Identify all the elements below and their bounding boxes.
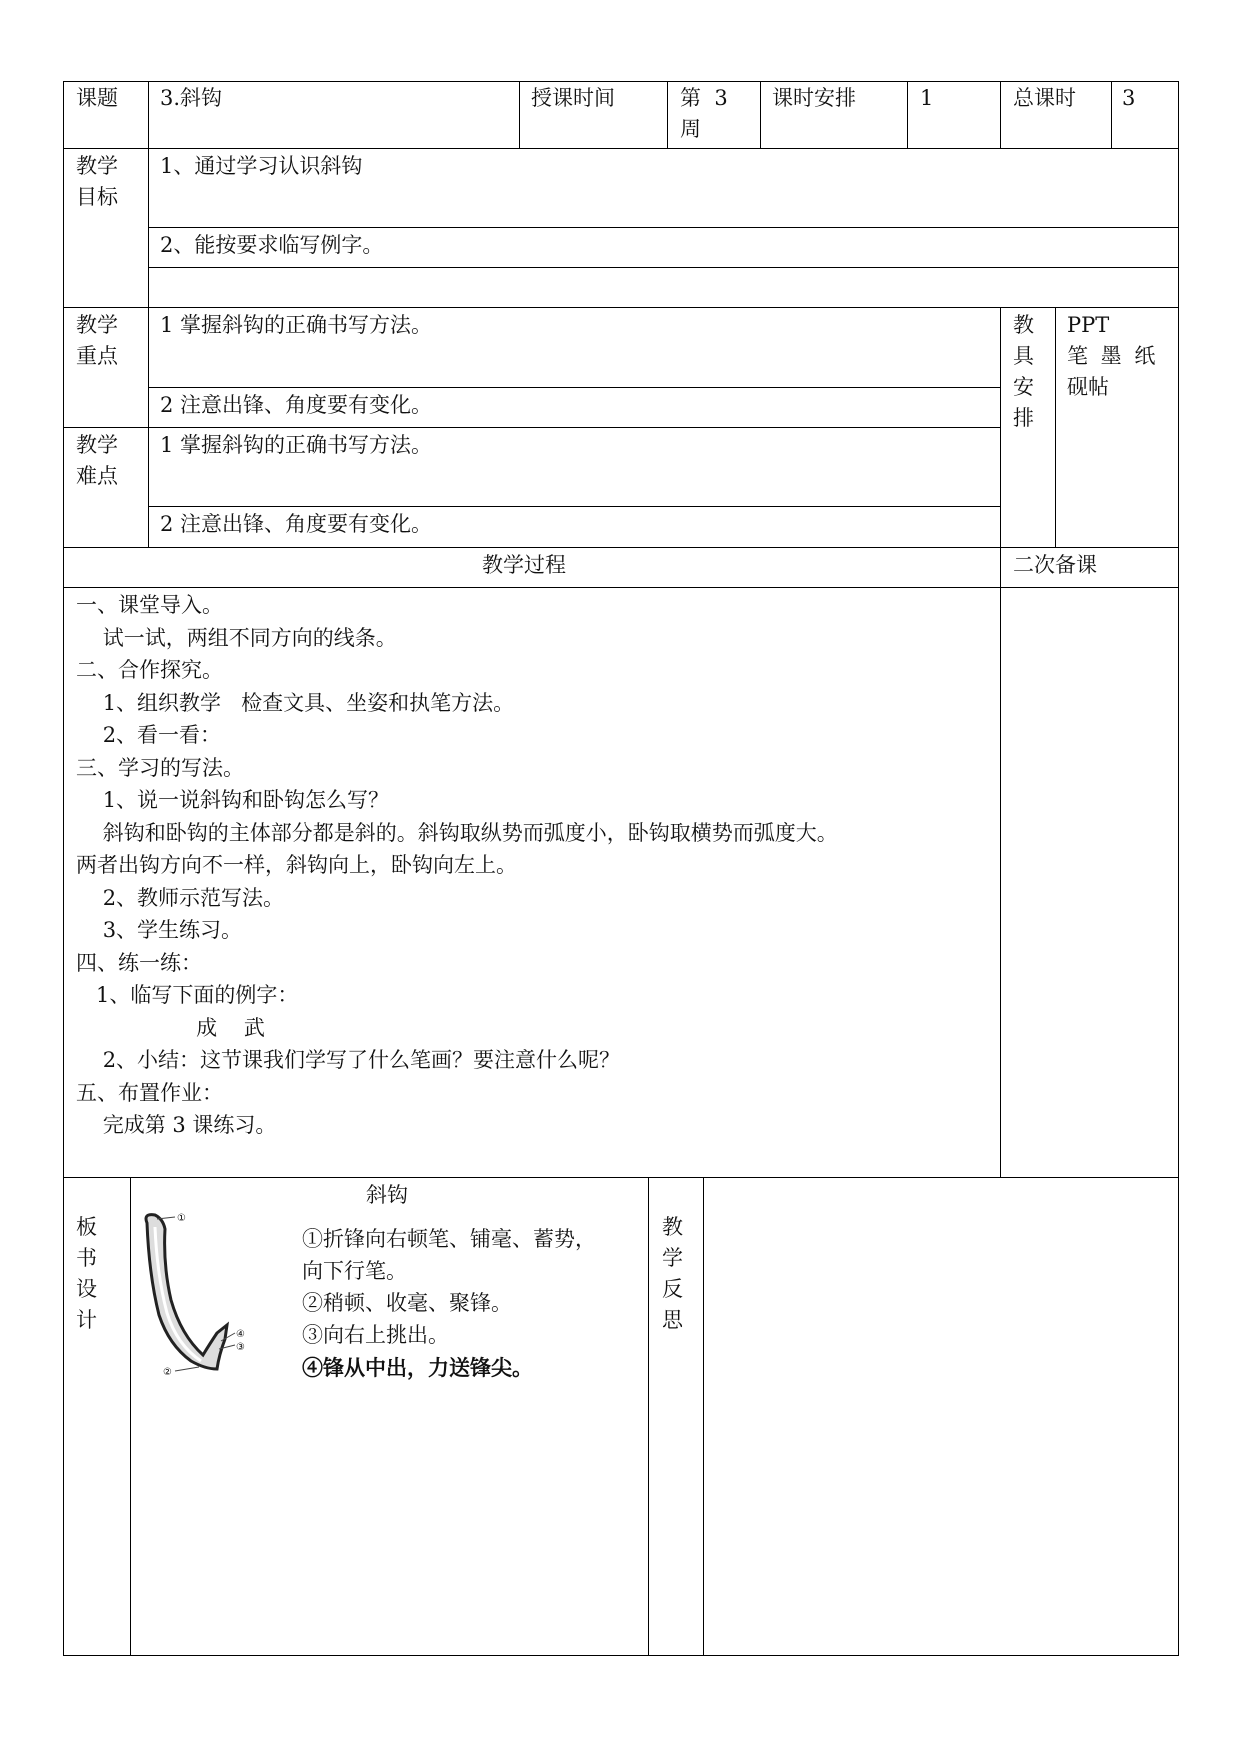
board-label: 板 书 设 计 bbox=[76, 1215, 97, 1332]
topic-value: 3.斜钩 bbox=[160, 86, 223, 110]
row-divider bbox=[148, 267, 1179, 268]
row-divider bbox=[63, 547, 1179, 548]
row-divider bbox=[148, 506, 1001, 507]
process-line: 五、布置作业： bbox=[76, 1080, 223, 1105]
table-border-bottom bbox=[63, 1655, 1179, 1656]
process-line: 一、课堂导入。 bbox=[76, 593, 223, 617]
col-divider bbox=[760, 81, 761, 148]
col-divider bbox=[703, 1177, 704, 1655]
process-line: 2、小结：这节课我们学写了什么笔画？要注意什么呢？ bbox=[76, 1048, 621, 1072]
key-point-item: 2 注意出锋、角度要有变化。 bbox=[160, 393, 433, 417]
goal-item: 2、能按要求临写例字。 bbox=[160, 233, 384, 257]
tools-value-line: 笔 墨 纸 bbox=[1067, 344, 1159, 368]
process-line: 二、合作探究。 bbox=[76, 658, 223, 682]
board-step: ①折锋向右顿笔、铺毫、蓄势， bbox=[302, 1227, 596, 1251]
row-divider bbox=[63, 307, 1179, 308]
board-step: 向下行笔。 bbox=[302, 1259, 407, 1283]
marker-3: ③ bbox=[236, 1342, 245, 1353]
row-divider bbox=[63, 587, 1179, 588]
total-label: 总课时 bbox=[1013, 86, 1076, 110]
col-divider bbox=[1000, 547, 1001, 1178]
total-value: 3 bbox=[1122, 86, 1136, 110]
marker-2: ② bbox=[163, 1367, 172, 1378]
row-divider bbox=[148, 387, 1001, 388]
col-divider bbox=[130, 1177, 131, 1655]
col-divider bbox=[1000, 81, 1001, 148]
row-divider bbox=[63, 148, 1179, 149]
tools-value-line: PPT bbox=[1067, 313, 1110, 337]
process-line: 3、学生练习。 bbox=[76, 918, 243, 942]
col-divider bbox=[1111, 81, 1112, 148]
tools-value-line: 砚帖 bbox=[1067, 375, 1109, 399]
oblique-hook-stroke-diagram bbox=[135, 1205, 255, 1385]
process-header: 教学过程 bbox=[482, 553, 566, 577]
board-title: 斜钩 bbox=[366, 1183, 408, 1207]
col-divider bbox=[907, 81, 908, 148]
marker-line bbox=[175, 1367, 199, 1371]
time-label: 授课时间 bbox=[531, 86, 615, 110]
board-step: ③向右上挑出。 bbox=[302, 1323, 449, 1347]
difficulty-item: 1 掌握斜钩的正确书写方法。 bbox=[160, 433, 433, 457]
topic-label: 课题 bbox=[76, 86, 118, 110]
process-line: 2、教师示范写法。 bbox=[76, 885, 285, 910]
week-value: 第 3 周 bbox=[680, 86, 728, 141]
col-divider bbox=[148, 81, 149, 548]
row-divider bbox=[63, 1177, 1179, 1178]
goals-label: 教学 目标 bbox=[76, 154, 118, 209]
marker-4: ④ bbox=[236, 1329, 245, 1340]
row-divider bbox=[63, 427, 1001, 428]
board-step: ④锋从中出，力送锋尖。 bbox=[302, 1355, 533, 1380]
process-line: 完成第 3 课练习。 bbox=[76, 1113, 277, 1137]
col-divider bbox=[648, 1177, 649, 1655]
row-divider bbox=[148, 227, 1179, 228]
process-line: 2、看一看： bbox=[76, 723, 222, 747]
difficulty-item: 2 注意出锋、角度要有变化。 bbox=[160, 512, 433, 536]
reflection-label: 教 学 反 思 bbox=[662, 1215, 683, 1332]
schedule-label: 课时安排 bbox=[772, 86, 856, 110]
col-divider bbox=[667, 81, 668, 148]
key-points-label: 教学 重点 bbox=[76, 313, 118, 368]
col-divider bbox=[1055, 307, 1056, 548]
difficulties-label: 教学 难点 bbox=[76, 433, 118, 488]
process-line: 成 武 bbox=[76, 1015, 265, 1040]
marker-1: ① bbox=[177, 1213, 186, 1224]
process-line: 1、临写下面的例字： bbox=[76, 983, 299, 1007]
process-line: 四、练一练： bbox=[76, 950, 202, 975]
tools-label: 教 具 安 排 bbox=[1013, 313, 1034, 430]
process-line: 1、说一说斜钩和卧钩怎么写？ bbox=[76, 788, 390, 812]
schedule-value: 1 bbox=[920, 86, 934, 110]
col-divider bbox=[519, 81, 520, 148]
key-point-item: 1 掌握斜钩的正确书写方法。 bbox=[160, 313, 433, 337]
process-line: 两者出钩方向不一样，斜钩向上，卧钩向左上。 bbox=[76, 853, 517, 877]
process-line: 三、学习的写法。 bbox=[76, 755, 244, 780]
board-step: ②稍顿、收毫、聚锋。 bbox=[302, 1291, 512, 1315]
table-border-top bbox=[63, 81, 1179, 82]
table-border-left bbox=[63, 81, 64, 1656]
process-line: 试一试，两组不同方向的线条。 bbox=[76, 625, 397, 650]
second-prep-header: 二次备课 bbox=[1013, 553, 1097, 577]
process-line: 1、组织教学 检查文具、坐姿和执笔方法。 bbox=[76, 690, 515, 715]
hook-stroke-shape bbox=[146, 1215, 227, 1369]
goal-item: 1、通过学习认识斜钩 bbox=[160, 154, 363, 178]
process-line: 斜钩和卧钩的主体部分都是斜的。斜钩取纵势而弧度小，卧钩取横势而弧度大。 bbox=[76, 820, 838, 845]
table-border-right bbox=[1178, 81, 1179, 1656]
